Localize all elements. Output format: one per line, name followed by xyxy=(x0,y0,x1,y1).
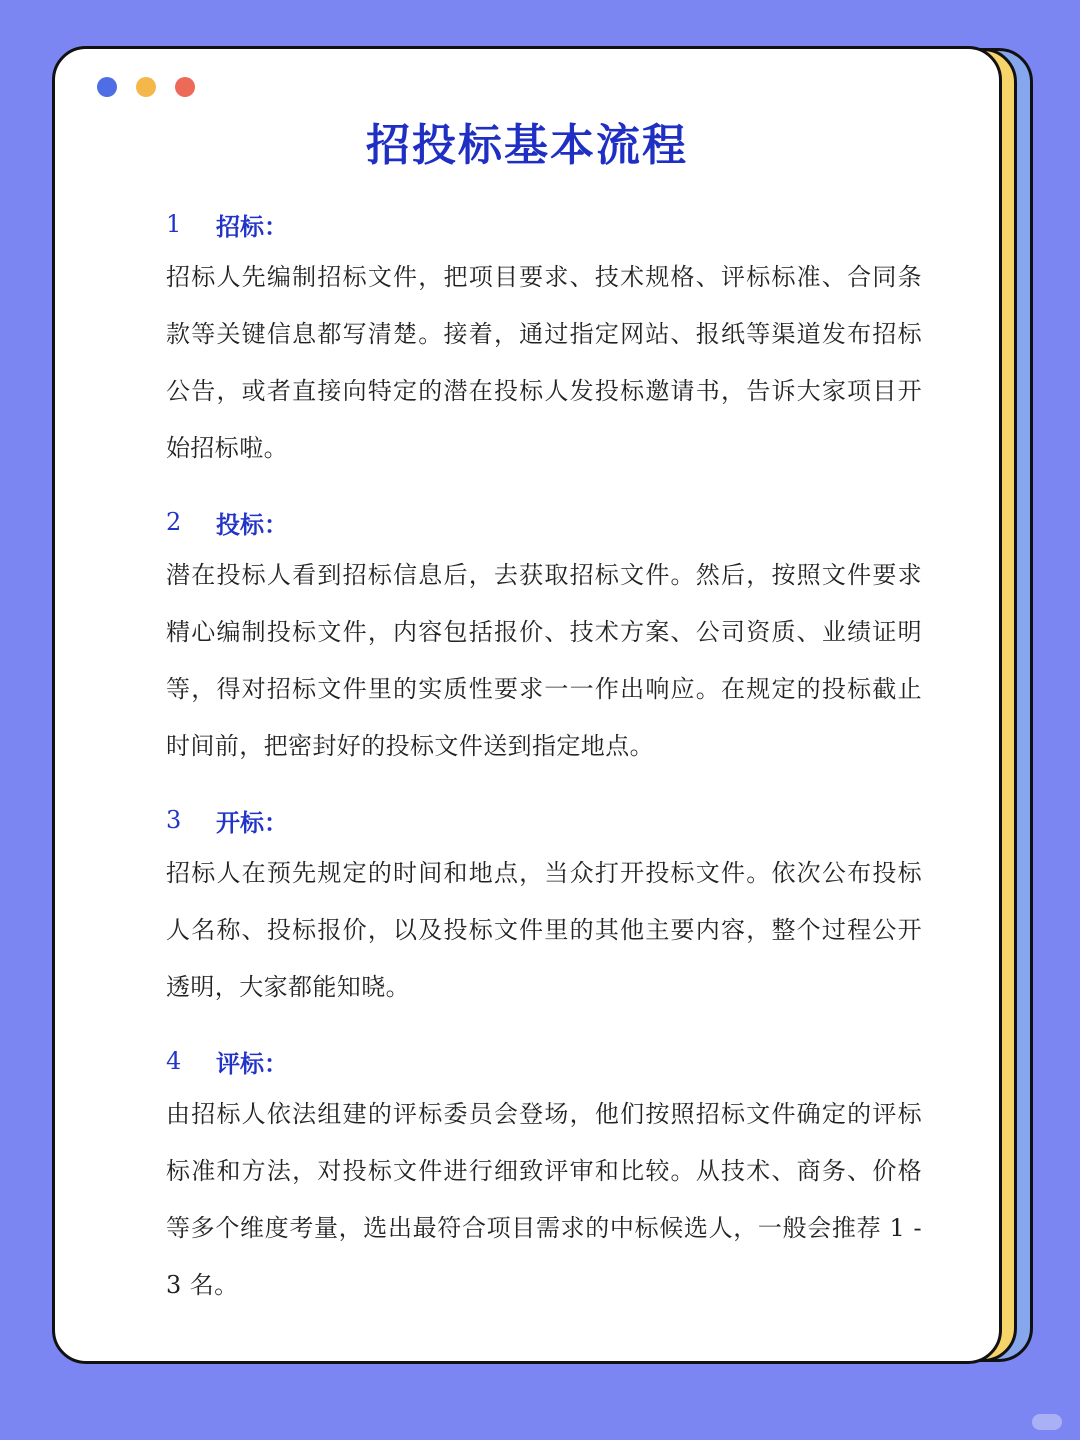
section-bidding-invitation xyxy=(166,199,922,477)
section-body: 招标人先编制招标文件，把项目要求、技术规格、评标标准、合同条款等关键信息都写清楚。接着，通过指定网站、报纸等渠道发布招标公告，或者直接向特定的潜在投标人发投标邀请书，告诉大家项目开始招标啦。 xyxy=(166,263,922,462)
section-title: 投标： xyxy=(216,509,288,539)
yellow-dot-icon xyxy=(136,77,156,97)
section-number: 3 xyxy=(166,806,182,834)
red-dot-icon xyxy=(175,77,195,97)
section-heading xyxy=(166,497,922,547)
section-heading xyxy=(166,1036,922,1086)
page-title: 招投标基本流程 xyxy=(366,120,688,171)
blue-dot-icon xyxy=(97,77,117,97)
document-card xyxy=(52,46,1002,1364)
section-bid-evaluation xyxy=(166,1036,922,1314)
section-title: 开标： xyxy=(216,807,288,837)
content xyxy=(166,199,922,1334)
section-body: 招标人在预先规定的时间和地点，当众打开投标文件。依次公布投标人名称、投标报价，以及投标文件里的其他主要内容，整个过程公开透明，大家都能知晓。 xyxy=(166,859,922,1001)
section-title: 评标： xyxy=(216,1048,288,1078)
section-body: 由招标人依法组建的评标委员会登场，他们按照招标文件确定的评标标准和方法，对投标文件进行细致评审和比较。从技术、商务、价格等多个维度考量，选出最符合项目需求的中标候选人，一般会推荐 1 - 3 名。 xyxy=(166,1100,922,1299)
section-bidding xyxy=(166,497,922,775)
watermark-badge xyxy=(1032,1414,1062,1430)
window-dots xyxy=(97,77,195,97)
section-heading xyxy=(166,199,922,249)
section-number: 4 xyxy=(166,1047,182,1075)
section-heading xyxy=(166,795,922,845)
section-number: 1 xyxy=(166,210,182,238)
section-title: 招标： xyxy=(216,211,288,241)
section-bid-opening xyxy=(166,795,922,1016)
section-body: 潜在投标人看到招标信息后，去获取招标文件。然后，按照文件要求精心编制投标文件，内容包括报价、技术方案、公司资质、业绩证明等，得对招标文件里的实质性要求一一作出响应。在规定的投标截止时间前，把密封好的投标文件送到指定地点。 xyxy=(166,561,922,760)
section-number: 2 xyxy=(166,508,182,536)
